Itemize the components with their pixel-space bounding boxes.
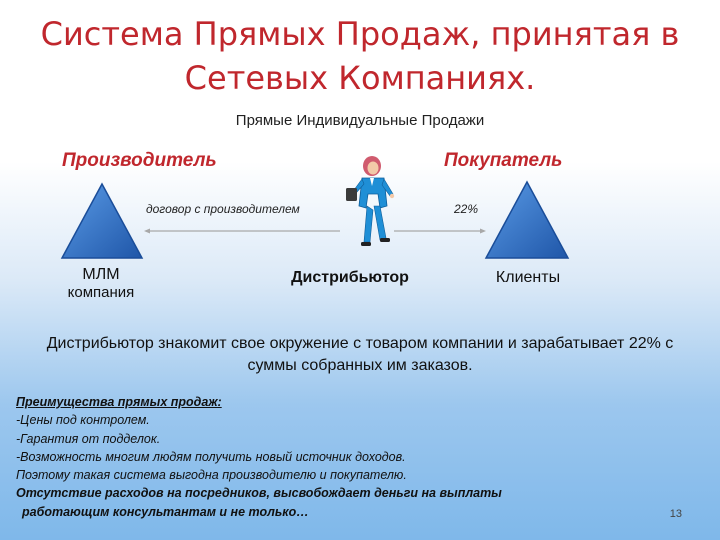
advantage-item: -Цены под контролем. [16,413,150,428]
distributor-label: Дистрибьютор [291,269,409,286]
slide-title: Система Прямых Продаж, принятая в Сетевых Компаниях. [40,15,680,97]
clients-label: Клиенты [495,269,561,286]
buyer-label: Покупатель [444,150,563,171]
advantages-block [16,393,616,521]
clients-triangle [484,180,570,260]
percent-arrow [392,226,488,236]
description-text: Дистрибьютор знакомит свое окружение с товаром компании и зарабатывает 22% с суммы собранных им заказов. [46,335,674,374]
percent-label: 22% [454,202,479,216]
advantage-item: Поэтому такая система выгодна производителю и покупателю. [16,468,407,483]
advantage-item: -Возможность многим людям получить новый источник доходов. [16,449,406,464]
advantages-heading: Преимущества прямых продаж: [16,395,222,409]
mlm-label-line1: МЛМ [82,266,120,283]
advantage-bold-line1: Отсутствие расходов на посредников, высвобождает деньги на выплаты [16,486,502,501]
mlm-company-label [56,266,146,301]
distributor-figure-icon [340,154,402,258]
mlm-label-line2: компания [67,284,135,301]
page-number: 13 [669,508,682,520]
advantage-bold-line2: работающим консультантам и не только… [22,504,309,519]
advantage-item: -Гарантия от подделок. [16,431,161,446]
contract-label: договор с производителем [146,202,300,216]
contract-arrow [144,226,344,236]
mlm-company-triangle [60,182,144,260]
slide-subtitle: Прямые Индивидуальные Продажи [235,112,485,129]
producer-label: Производитель [62,150,217,171]
